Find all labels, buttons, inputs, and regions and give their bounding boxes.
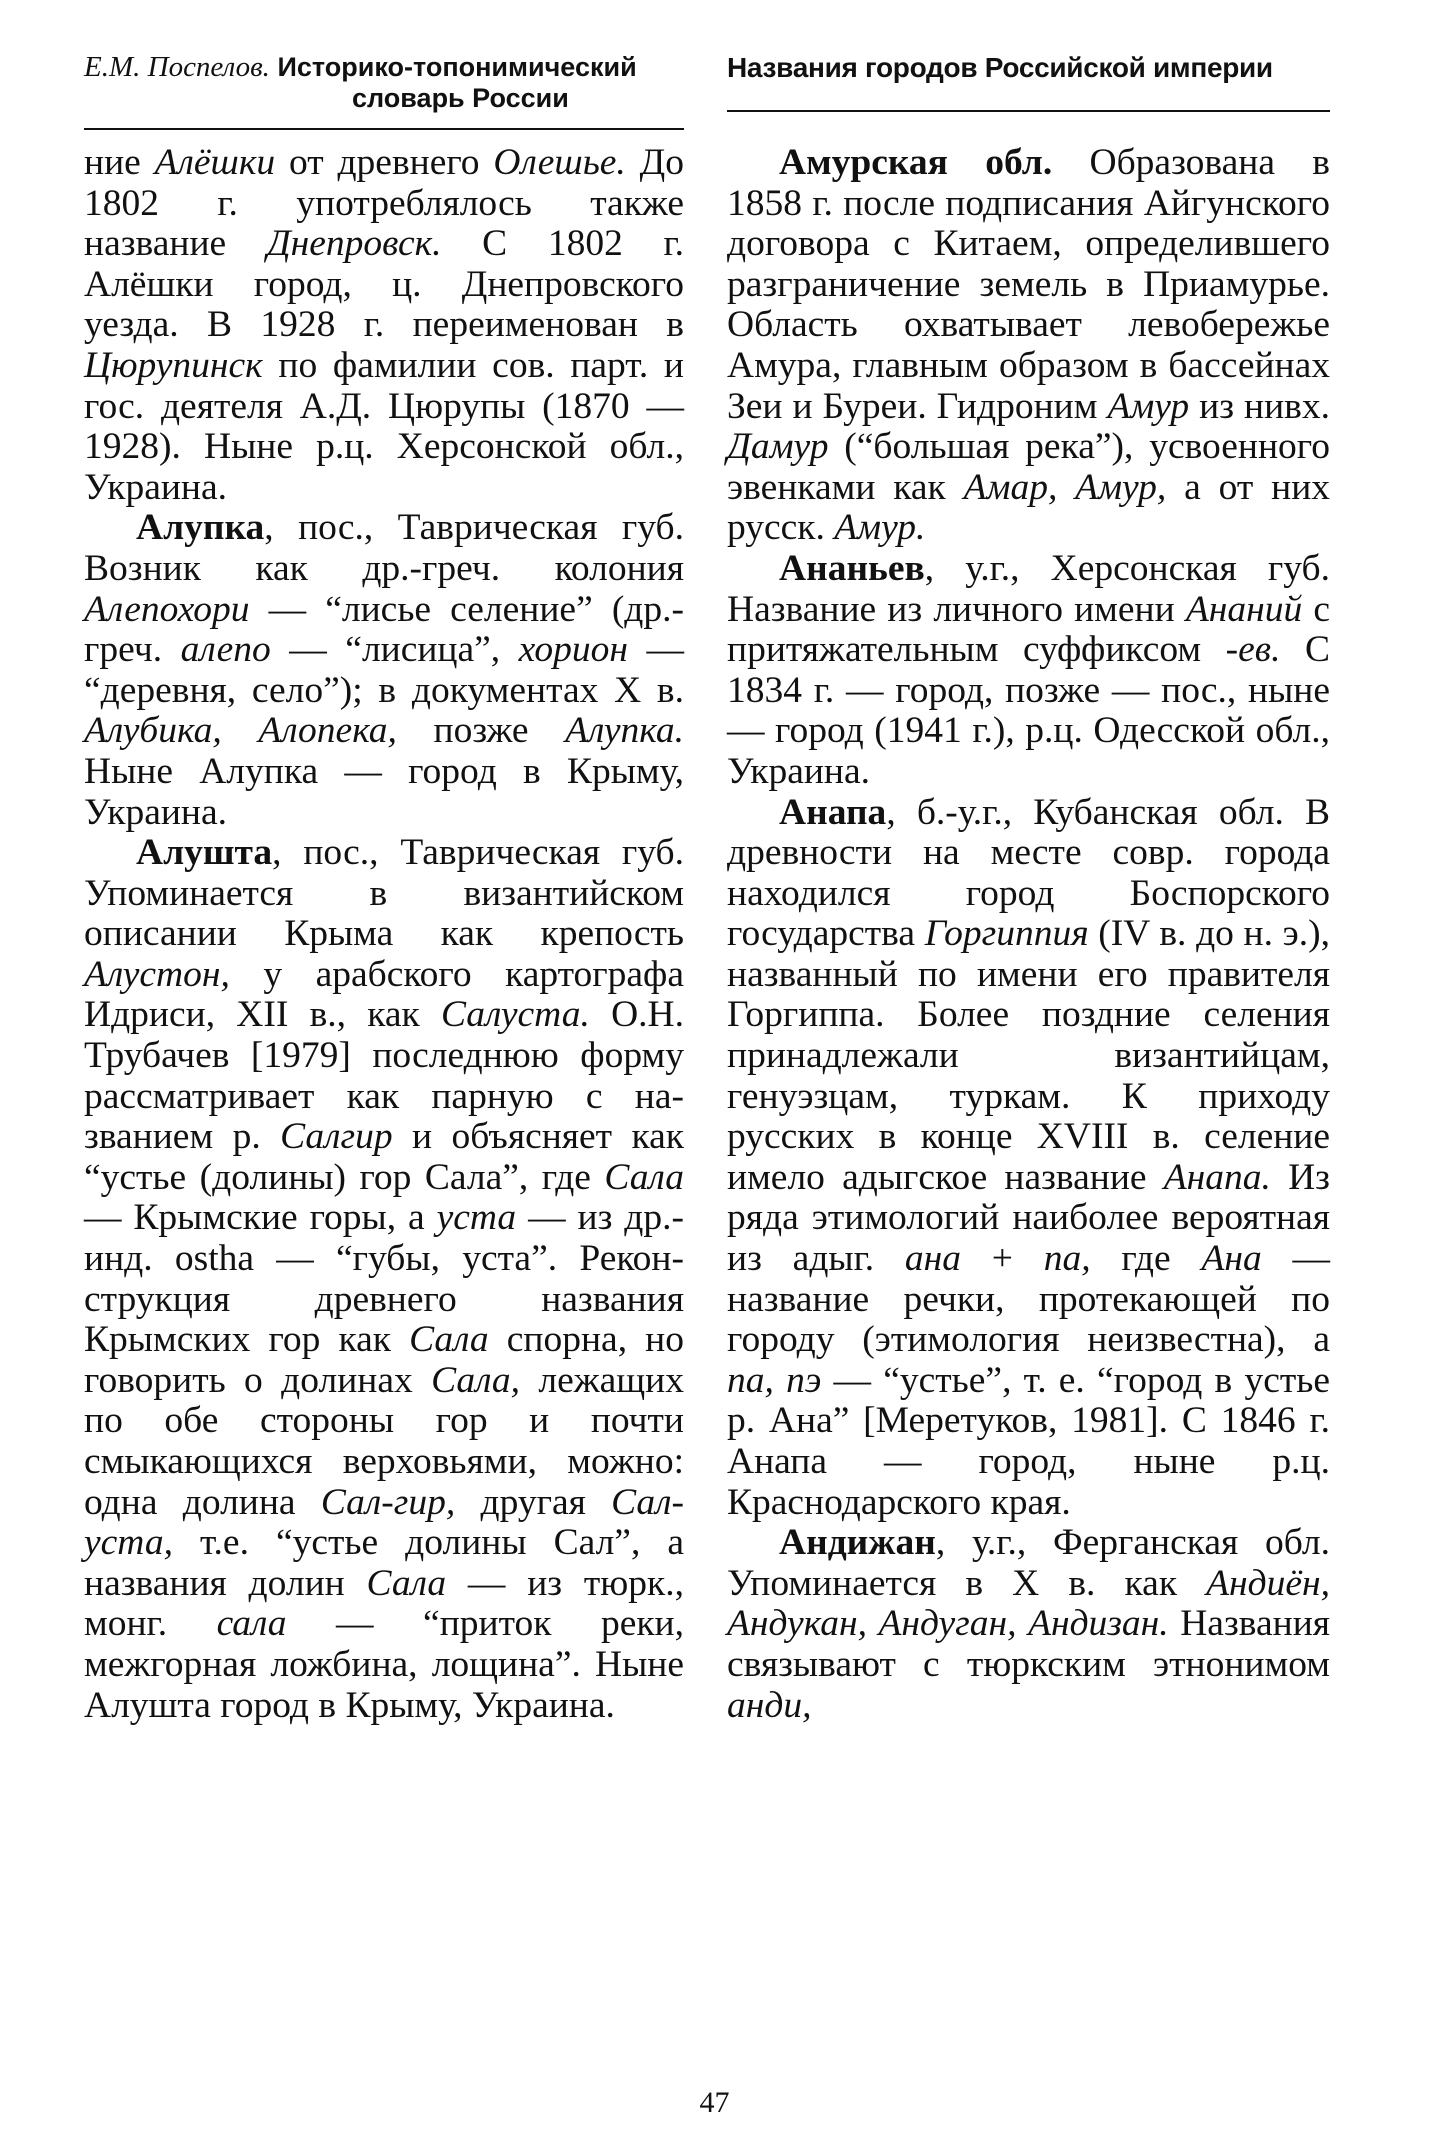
page-number: 47 [699, 2086, 730, 2119]
dictionary-entry-alushta [84, 833, 684, 1726]
entry-body: , у.г., Ферганская обл. Упоминается в X в. как Андиён, Андукан, Андуган, Андизан. Названия связывают с тюркским этнонимом анди, [727, 1522, 1331, 1726]
entry-headword: Андижан [779, 1522, 936, 1564]
entry-body: , пос., Таврическая губ. Упоминается в византийском описании Крыма как крепость Алустон, у арабского картографа Идриси, XII в., как Салуста. О.Н. Трубачев [1979] последнюю форму рассматривает как парную с названием р. Салгир и объясняет как “устье (долины) гор Сала”, где Сала — Крымские горы, а уста — из др.-инд. ostha — “губы, уста”. Реконструкция древнего названия Крымских гор как Сала спорна, но говорить о долинах Сала, лежащих по обе стороны гор и почти смыкающихся верховьями, можно: одна долина Сал-гир, другая Салуста, т.е. “устье долины Сал”, а названия долин Сала — из тюрк., монг. сала — “приток реки, межгорная ложбина, лощина”. Ныне Алушта город в Крыму, Украина. [84, 832, 685, 1726]
right-text-column [727, 143, 1330, 1726]
entry-body: , у.г., Херсонская губ. Название из личного имени Ананий с притяжательным суффиксом -ев. С 1834 г. — город, позже — пос., ныне — город (1941 г.), р.ц. Одесской обл., Украина. [727, 547, 1331, 792]
entry-headword: Ананьев [779, 547, 925, 589]
header-author: Е.М. Поспелов. [84, 51, 270, 83]
dictionary-entry-anapa [727, 793, 1330, 1524]
dictionary-entry-ananiev [727, 549, 1330, 793]
entry-headword: Алушта [136, 832, 273, 874]
dictionary-entry-amurskaya [727, 143, 1330, 549]
header-divider-left [84, 128, 684, 130]
running-header-right: Названия городов Российской империи [727, 52, 1273, 83]
entry-headword: Анапа [779, 791, 887, 833]
header-book-title-line1: Историко-топонимический [277, 52, 637, 82]
header-divider-right [727, 110, 1330, 112]
dictionary-entry-alupka [84, 508, 684, 833]
entry-headword: Алупка [136, 507, 265, 549]
header-book-title-line2: словарь России [352, 83, 569, 113]
left-text-column [84, 143, 684, 1726]
continued-entry-text: ние Алёшки от древнего Олешье. До 1802 г. употреблялось также название Днепровск. С 1802 г. Алёшки город, ц. Днепровского уезда. В 1928 г. переименован в Цюрупинск по фамилии сов. парт. и гос. деятеля А.Д. Цюрупы (1870 — 1928). Ныне р.ц. Херсонской обл., Украина. [84, 142, 684, 508]
entry-body: , б.-у.г., Кубанская обл. В древности на месте совр. города находился город Боспорского государства Горгиппия (IV в. до н. э.), названный по имени его правителя Горгиппа. Более поздние селения принадлежали византийцам, генуэзцам, туркам. К приходу русских в конце XVIII в. селение имело адыгское название Анапа. Из ряда этимологий наиболее вероятная из адыг. ана + па, где Ана — название речки, протекающей по городу (этимология неизвестна), а па, пэ — “устье”, т. е. “город в устье р. Ана” [Меретуков, 1981]. С 1846 г. Анапа — город, ныне р.ц. Краснодарского края. [727, 791, 1331, 1523]
entry-body: Образована в 1858 г. после подписания Айгунского договора с Китаем, определившего разграничение земель в Приамурье. Область охватывает левобережье Амура, главным образом в бассейнах Зеи и Буреи. Гидроним Амур из нивх. Дамур (“большая река”), усвоенного эвенками как Амар, Амур, а от них русск. Амур. [727, 142, 1331, 549]
entry-body: , пос., Таврическая губ. Возник как др.-греч. колония Алепохори — “лисье селение” (др.-греч. алепо — “лисица”, хорион — “деревня, село”); в документах X в. Алубика, Алопека, позже Алупка. Ныне Алупка — город в Крыму, Украина. [84, 507, 685, 833]
running-header-left [84, 52, 684, 114]
dictionary-entry-andizhan [727, 1523, 1330, 1726]
entry-headword: Амурская обл. [779, 142, 1053, 183]
